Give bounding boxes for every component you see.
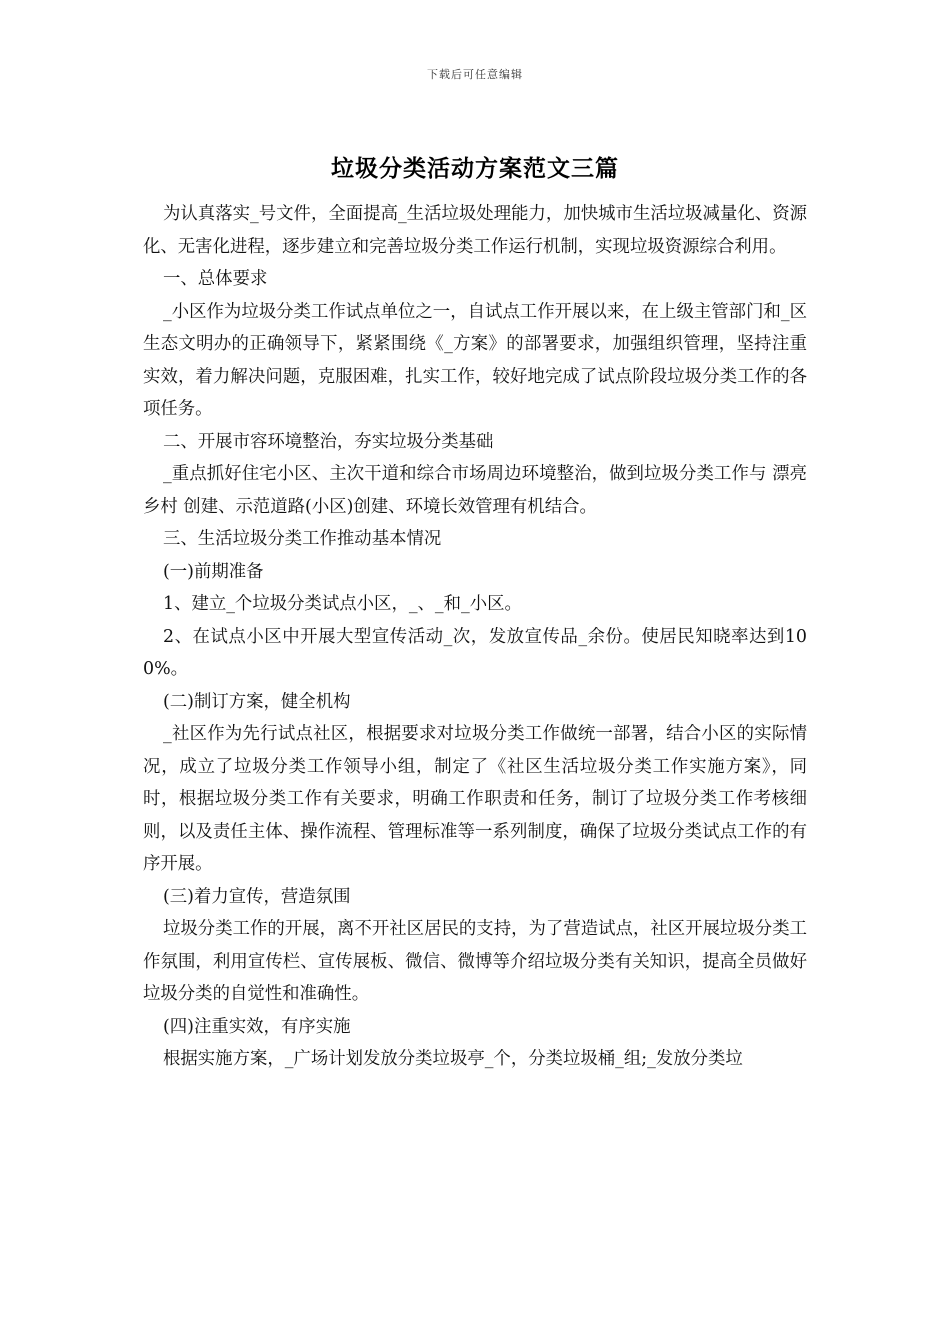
list-item: 1、建立_个垃圾分类试点小区，_、_和_小区。 — [163, 594, 522, 614]
document-body — [143, 198, 807, 1076]
subsection-heading: (三)着力宣传，营造氛围 — [163, 886, 351, 907]
body-paragraph: _重点抓好住宅小区、主次干道和综合市场周边环境整治，做到垃圾分类工作与 漂亮乡村 创建、示范道路(小区)创建、环境长效管理有机结合。 — [143, 464, 807, 517]
body-paragraph: 垃圾分类工作的开展，离不开社区居民的支持，为了营造试点，社区开展垃圾分类工作氛围，利用宣传栏、宣传展板、微信、微博等介绍垃圾分类有关知识，提高全员做好垃圾分类的自觉性和准确性。 — [143, 919, 807, 1004]
header-note: 下载后可任意编辑 — [427, 68, 523, 81]
section-heading-3: 三、生活垃圾分类工作推动基本情况 — [163, 529, 442, 549]
intro-paragraph: 为认真落实_号文件，全面提高_生活垃圾处理能力，加快城市生活垃圾减量化、资源化、无害化进程，逐步建立和完善垃圾分类工作运行机制，实现垃圾资源综合利用。 — [143, 204, 807, 257]
document-title: 垃圾分类活动方案范文三篇 — [331, 156, 619, 182]
body-paragraph: 根据实施方案，_广场计划发放分类垃圾亭_个，分类垃圾桶_组;_发放分类垃 — [163, 1049, 743, 1069]
subsection-heading: (四)注重实效，有序实施 — [163, 1016, 351, 1037]
subsection-heading: (一)前期准备 — [163, 561, 264, 582]
list-item: 2、在试点小区中开展大型宣传活动_次，发放宣传品_余份。使居民知晓率达到100%。 — [143, 626, 807, 679]
section-heading-1: 一、总体要求 — [163, 269, 268, 289]
body-paragraph: _小区作为垃圾分类工作试点单位之一，自试点工作开展以来，在上级主管部门和_区生态文明办的正确领导下，紧紧围绕《_方案》的部署要求，加强组织管理，坚持注重实效，着力解决问题，克服困难，扎实工作，较好地完成了试点阶段垃圾分类工作的各项任务。 — [143, 301, 807, 419]
body-paragraph: _社区作为先行试点社区，根据要求对垃圾分类工作做统一部署，结合小区的实际情况，成立了垃圾分类工作领导小组，制定了《社区生活垃圾分类工作实施方案》，同时，根据垃圾分类工作有关要求，明确工作职责和任务，制订了垃圾分类工作考核细则，以及责任主体、操作流程、管理标准等一系列制度，确保了垃圾分类试点工作的有序开展。 — [143, 724, 807, 874]
subsection-heading: (二)制订方案，健全机构 — [163, 691, 351, 712]
section-heading-2: 二、开展市容环境整治，夯实垃圾分类基础 — [163, 431, 494, 452]
